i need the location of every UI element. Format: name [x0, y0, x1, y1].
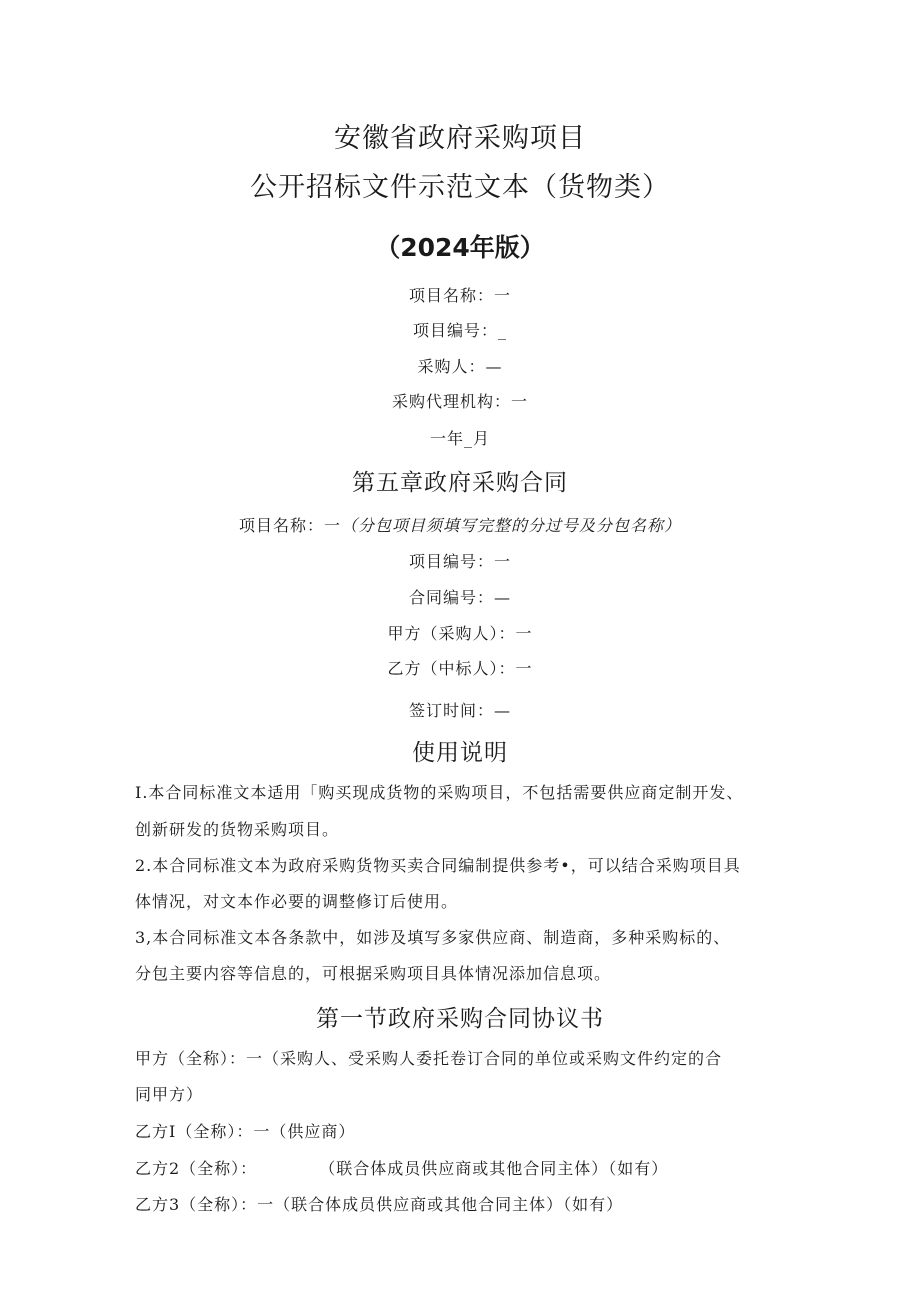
sign-date-field: 签订时间：—: [408, 701, 511, 720]
contract-number: 合同编号：—: [408, 588, 511, 607]
usage-item-1-line2: 创新研发的货物采购项目。: [135, 820, 340, 839]
edition-label: （2024年版）: [375, 233, 545, 262]
usage-item-2-line2: 体情况，对文本作必要的调整修订后使用。: [135, 892, 459, 911]
contract-project-name: [0, 513, 920, 536]
cover-project-number: 项目编号：_: [412, 321, 507, 340]
party-b2-label: 乙方2（全称）：: [135, 1159, 258, 1178]
cover-agency: 采购代理机构：一: [391, 392, 528, 411]
usage-heading: 使用说明: [412, 740, 508, 766]
cover-date: 一年_月: [429, 429, 490, 448]
document-title-line2: 公开招标文件示范文本（货物类）: [250, 172, 670, 203]
contract-project-number: 项目编号：一: [408, 552, 511, 571]
party-b2-fullname: [135, 1156, 668, 1179]
party-a-fullname-line1: 甲方（全称）：一（采购人、受采购人委托卷订合同的单位或采购文件约定的合: [135, 1049, 723, 1068]
contract-project-name-note: （分包项目须填写完整的分过号及分包名称）: [341, 516, 682, 535]
party-b2-note: （联合体成员供应商或其他合同主体）（如有）: [319, 1159, 669, 1178]
party-b3-fullname: 乙方3（全称）：一（联合体成员供应商或其他合同主体）（如有）: [135, 1195, 624, 1214]
chapter-heading: 第五章政府采购合同: [352, 470, 568, 496]
party-b1-fullname: 乙方I（全称）：一（供应商）: [135, 1122, 356, 1141]
section-heading: 第一节政府采购合同协议书: [316, 1006, 604, 1032]
usage-item-3-line2: 分包主要内容等信息的，可根据采购项目具体情况添加信息项。: [135, 964, 612, 983]
usage-item-3-line1: 3,本合同标准文本各条款中，如涉及填写多家供应商、制造商，多种采购标的、: [135, 928, 731, 947]
cover-purchaser: 采购人：—: [417, 357, 503, 376]
cover-project-name: 项目名称：一: [408, 286, 511, 305]
usage-item-2-line1: 2.本合同标准文本为政府采购货物买卖合同编制提供参考•，可以结合采购项目具: [135, 856, 741, 875]
document-title-line1: 安徽省政府采购项目: [334, 123, 586, 154]
party-a-fullname-line2: 同甲方）: [135, 1085, 204, 1104]
contract-project-name-label: 项目名称：一: [238, 516, 341, 535]
usage-item-1-line1: I.本合同标准文本适用「购买现成货物的采购项目，不包括需要供应商定制开发、: [135, 783, 744, 802]
party-b-field: 乙方（中标人）：一: [387, 659, 533, 678]
party-a-field: 甲方（采购人）：一: [387, 624, 533, 643]
